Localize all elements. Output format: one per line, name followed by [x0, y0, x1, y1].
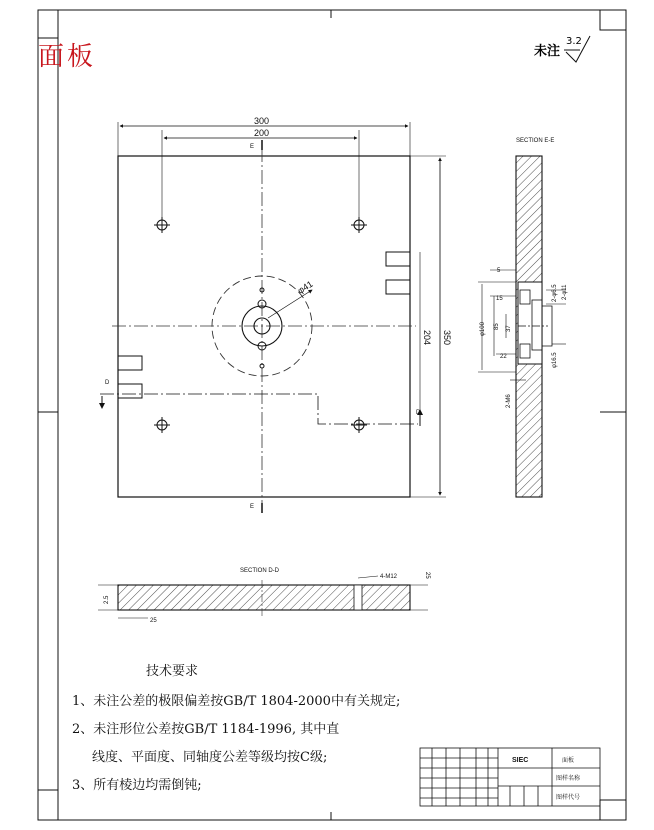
- dim-height: 350: [442, 330, 452, 346]
- part-name: 面板: [562, 757, 575, 764]
- section-e-top: E: [250, 144, 255, 150]
- dim-e-m6: 2-M6: [506, 394, 512, 408]
- mount-holes: [154, 217, 367, 433]
- dim-e-165: φ16.5: [552, 352, 558, 368]
- tech-req-line-3: 线度、平面度、同轴度公差等级均按C级;: [92, 750, 328, 765]
- section-d-body: [118, 585, 410, 610]
- roughness-label: 未注: [534, 44, 561, 59]
- section-e-label: SECTION E-E: [516, 138, 555, 144]
- dim-d-left: 2.5: [104, 595, 110, 604]
- tech-req-line-4: 3、所有棱边均需倒钝;: [72, 778, 202, 793]
- roughness-value: 3.2: [566, 36, 582, 47]
- company-name: SIEC: [512, 757, 529, 764]
- dim-e-85: 85: [494, 323, 500, 330]
- dim-hole-vspan: 204: [422, 330, 432, 346]
- dim-e-15: 15: [496, 296, 503, 302]
- section-e-view: [478, 138, 568, 497]
- dim-e-5: 5: [497, 268, 501, 274]
- section-d-view: [98, 568, 430, 624]
- section-d-mark: D: [105, 380, 110, 386]
- tech-req-line-1: 1、未注公差的极限偏差按GB/T 1804-2000中有关规定;: [72, 694, 401, 709]
- dim-hole-span: 200: [254, 128, 270, 138]
- section-d-label: SECTION D-D: [240, 568, 279, 574]
- dim-e-11: 2-φ11: [562, 284, 568, 300]
- dim-e-65: 2-φ6.5: [552, 284, 558, 302]
- dim-e-37: 37: [506, 325, 512, 332]
- section-d-mark-right: D: [416, 410, 421, 416]
- section-e-bottom: E: [250, 504, 255, 510]
- tech-req-line-2: 2、未注形位公差按GB/T 1184-1996, 其中直: [72, 722, 340, 737]
- dim-d-bottom: 25: [150, 618, 157, 624]
- drawing-title: 面板: [38, 42, 97, 72]
- dim-circle-dia: φ41: [295, 278, 315, 296]
- dim-e-100: φ100: [480, 322, 486, 336]
- dim-d-right: 25: [424, 572, 430, 579]
- drawing-name-label: 图样名称: [556, 775, 581, 782]
- drawing-code-label: 图样代号: [556, 794, 581, 801]
- dim-e-22: 22: [500, 354, 507, 360]
- tech-req-heading: 技术要求: [146, 664, 199, 679]
- dim-width: 300: [254, 116, 270, 126]
- front-view: [100, 116, 452, 513]
- dim-d-thread: 4-M12: [380, 574, 398, 580]
